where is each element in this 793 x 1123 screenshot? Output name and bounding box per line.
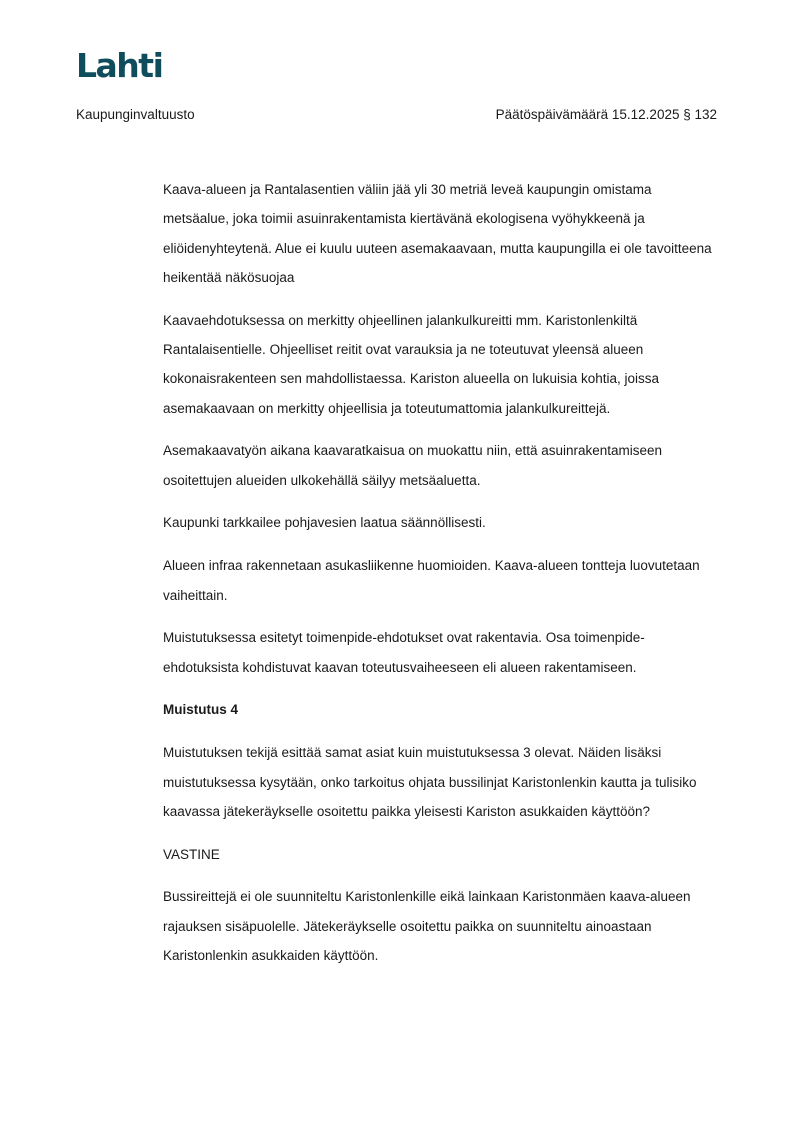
paragraph-groundwater: Kaupunki tarkkailee pohjavesien laatua säännöllisesti. [163,515,486,531]
lahti-logo [76,44,168,84]
section-heading-muistutus-4: Muistutus 4 [163,702,239,718]
decision-date-section: Päätöspäivämäärä 15.12.2025 § 132 [495,107,717,122]
paragraph-forest-zone: Kaava-alueen ja Rantalasentien väliin jää yli 30 metriä leveä kaupungin omistama metsäalue, joka toimii asuinrakentamista kiertävänä ekologisena vyöhykkeenä ja eliöidenyhteytenä. Alue ei kuulu uuteen asemakaavaan, mutta kaupungilla ei ole tavoitteena heikentää näkösuojaa [163,182,712,285]
section-label-vastine: VASTINE [163,846,220,862]
document-body [163,175,719,984]
organization-name: Kaupunginvaltuusto [76,107,195,122]
logo-text: Lahti [76,46,163,84]
paragraph-forest-preserved: Asemakaavatyön aikana kaavaratkaisua on muokattu niin, että asuinrakentamiseen osoitettujen alueiden ulkokehällä säilyy metsäaluetta. [163,443,663,488]
paragraph-objection-4: Muistutuksen tekijä esittää samat asiat kuin muistutuksessa 3 olevat. Näiden lisäksi muistutuksessa kysytään, onko tarkoitus ohjata bussilinjat Karistonlenkin kautta ja tulisiko kaavassa jätekeräykselle osoitettu paikka yleisesti Kariston asukkaiden käyttöön? [163,745,697,819]
paragraph-infrastructure: Alueen infraa rakennetaan asukasliikenne huomioiden. Kaava-alueen tontteja luovutetaan vaiheittain. [163,558,700,603]
paragraph-response: Bussireittejä ei ole suunniteltu Karistonlenkille eikä lainkaan Karistonmäen kaava-alueen rajauksen sisäpuolelle. Jätekeräykselle osoitettu paikka on suunniteltu ainoastaan Karistonlenkin asukkaiden käyttöön. [163,889,691,964]
paragraph-proposals: Muistutuksessa esitetyt toimenpide-ehdotukset ovat rakentavia. Osa toimenpide-ehdotuksista kohdistuvat kaavan toteutusvaiheeseen eli alueen rakentamiseen. [163,630,645,675]
paragraph-walking-route: Kaavaehdotuksessa on merkitty ohjeellinen jalankulkureitti mm. Karistonlenkiltä Rantalaisentielle. Ohjeelliset reitit ovat varauksia ja ne toteutuvat yleensä alueen kokonaisrakenteen sen mahdollistaessa. Kariston alueella on lukuisia kohtia, joissa asemakaavaan on merkitty ohjeellisia ja toteutumattomia jalankulkureittejä. [163,312,660,416]
